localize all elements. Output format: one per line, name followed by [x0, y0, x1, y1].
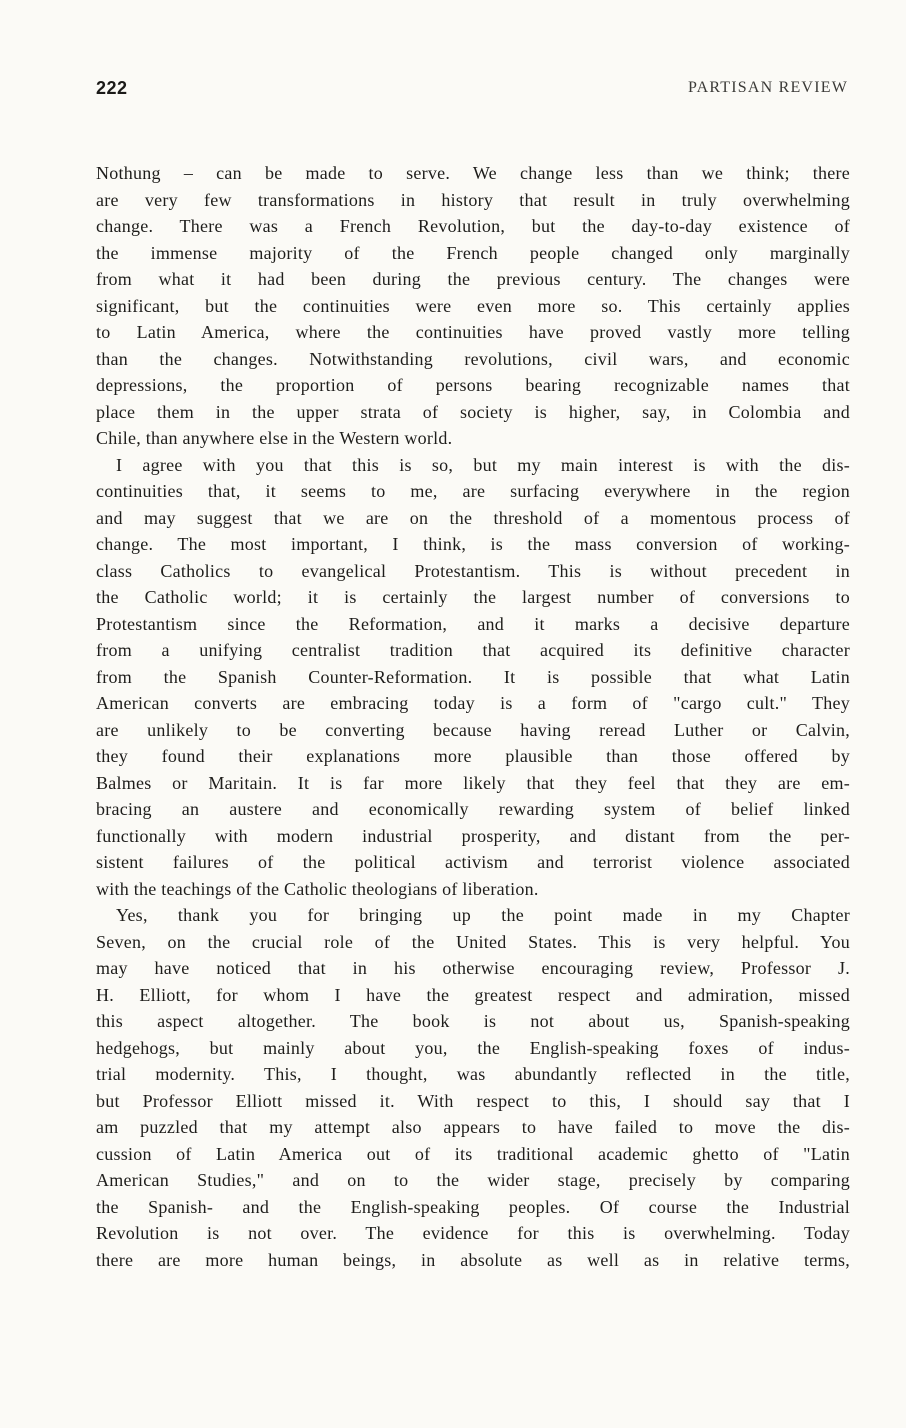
text-line: are unlikely to be converting because having reread Luther or Calvin,	[96, 719, 850, 740]
text-line: H. Elliott, for whom I have the greatest respect and admiration, missed	[96, 984, 850, 1005]
text-line: with the teachings of the Catholic theologians of liberation.	[96, 878, 539, 899]
text-line: the Catholic world; it is certainly the largest number of conversions to	[96, 587, 850, 607]
text-line: place them in the upper strata of society is higher, say, in Colombia and	[96, 401, 850, 422]
text-line: from a unifying centralist tradition that acquired its definitive character	[96, 640, 850, 660]
text-line: from the Spanish Counter-Reformation. It is possible that what Latin	[96, 666, 850, 687]
text-line: Seven, on the crucial role of the United States. This is very helpful. You	[96, 931, 850, 952]
text-line: American converts are embracing today is a form of "cargo cult." They	[96, 693, 850, 713]
paragraph	[96, 160, 850, 452]
text-line: may have noticed that in his otherwise encouraging review, Professor J.	[96, 958, 850, 978]
text-line: I agree with you that this is so, but my main interest is with the dis-	[116, 454, 850, 475]
text-line: American Studies," and on to the wider stage, precisely by comparing	[96, 1170, 850, 1190]
paragraph	[96, 902, 850, 1273]
text-line: this aspect altogether. The book is not about us, Spanish-speaking	[96, 1011, 850, 1031]
text-line: depressions, the proportion of persons bearing recognizable names that	[96, 375, 850, 395]
text-line: significant, but the continuities were even more so. This certainly applies	[96, 295, 850, 316]
text-line: change. There was a French Revolution, but the day-to-day existence of	[96, 216, 850, 236]
text-line: they found their explanations more plausible than those offered by	[96, 746, 850, 766]
text-line: the Spanish- and the English-speaking peoples. Of course the Industrial	[96, 1196, 850, 1217]
text-line: to Latin America, where the continuities have proved vastly more telling	[96, 322, 850, 342]
paragraph	[96, 452, 850, 903]
text-line: sistent failures of the political activism and terrorist violence associated	[96, 852, 850, 872]
text-line: change. The most important, I think, is the mass conversion of working-	[96, 534, 850, 554]
page-number: 222	[96, 78, 128, 98]
text-line: Protestantism since the Reformation, and it marks a decisive departure	[96, 613, 850, 634]
text-line: the immense majority of the French people changed only marginally	[96, 242, 850, 263]
text-line: but Professor Elliott missed it. With respect to this, I should say that I	[96, 1090, 850, 1111]
text-line: bracing an austere and economically rewarding system of belief linked	[96, 799, 850, 819]
text-line: Nothung – can be made to serve. We change less than we think; there	[96, 163, 850, 183]
text-line: there are more human beings, in absolute as well as in relative terms,	[96, 1249, 850, 1270]
text-line: from what it had been during the previous century. The changes were	[96, 269, 850, 289]
text-line: Revolution is not over. The evidence for this is overwhelming. Today	[96, 1223, 850, 1243]
text-line: cussion of Latin America out of its traditional academic ghetto of "Latin	[96, 1143, 850, 1164]
text-line: than the changes. Notwithstanding revolutions, civil wars, and economic	[96, 348, 850, 369]
text-line: and may suggest that we are on the threshold of a momentous process of	[96, 507, 850, 528]
journal-title: PARTISAN REVIEW	[687, 79, 848, 96]
text-line: Balmes or Maritain. It is far more likely that they feel that they are em-	[96, 772, 850, 793]
text-line: am puzzled that my attempt also appears to have failed to move the dis-	[96, 1117, 850, 1137]
text-line: class Catholics to evangelical Protestantism. This is without precedent in	[96, 560, 850, 581]
text-line: functionally with modern industrial prosperity, and distant from the per-	[96, 825, 850, 846]
text-line: trial modernity. This, I thought, was abundantly reflected in the title,	[96, 1064, 850, 1084]
text-line: Chile, than anywhere else in the Western world.	[96, 428, 453, 448]
running-head	[96, 78, 848, 104]
text-line: hedgehogs, but mainly about you, the English-speaking foxes of indus-	[96, 1037, 850, 1058]
text-line: are very few transformations in history that result in truly overwhelming	[96, 189, 850, 210]
text-line: continuities that, it seems to me, are surfacing everywhere in the region	[96, 481, 850, 501]
text-line: Yes, thank you for bringing up the point made in my Chapter	[116, 905, 850, 925]
body-text	[96, 160, 850, 1273]
